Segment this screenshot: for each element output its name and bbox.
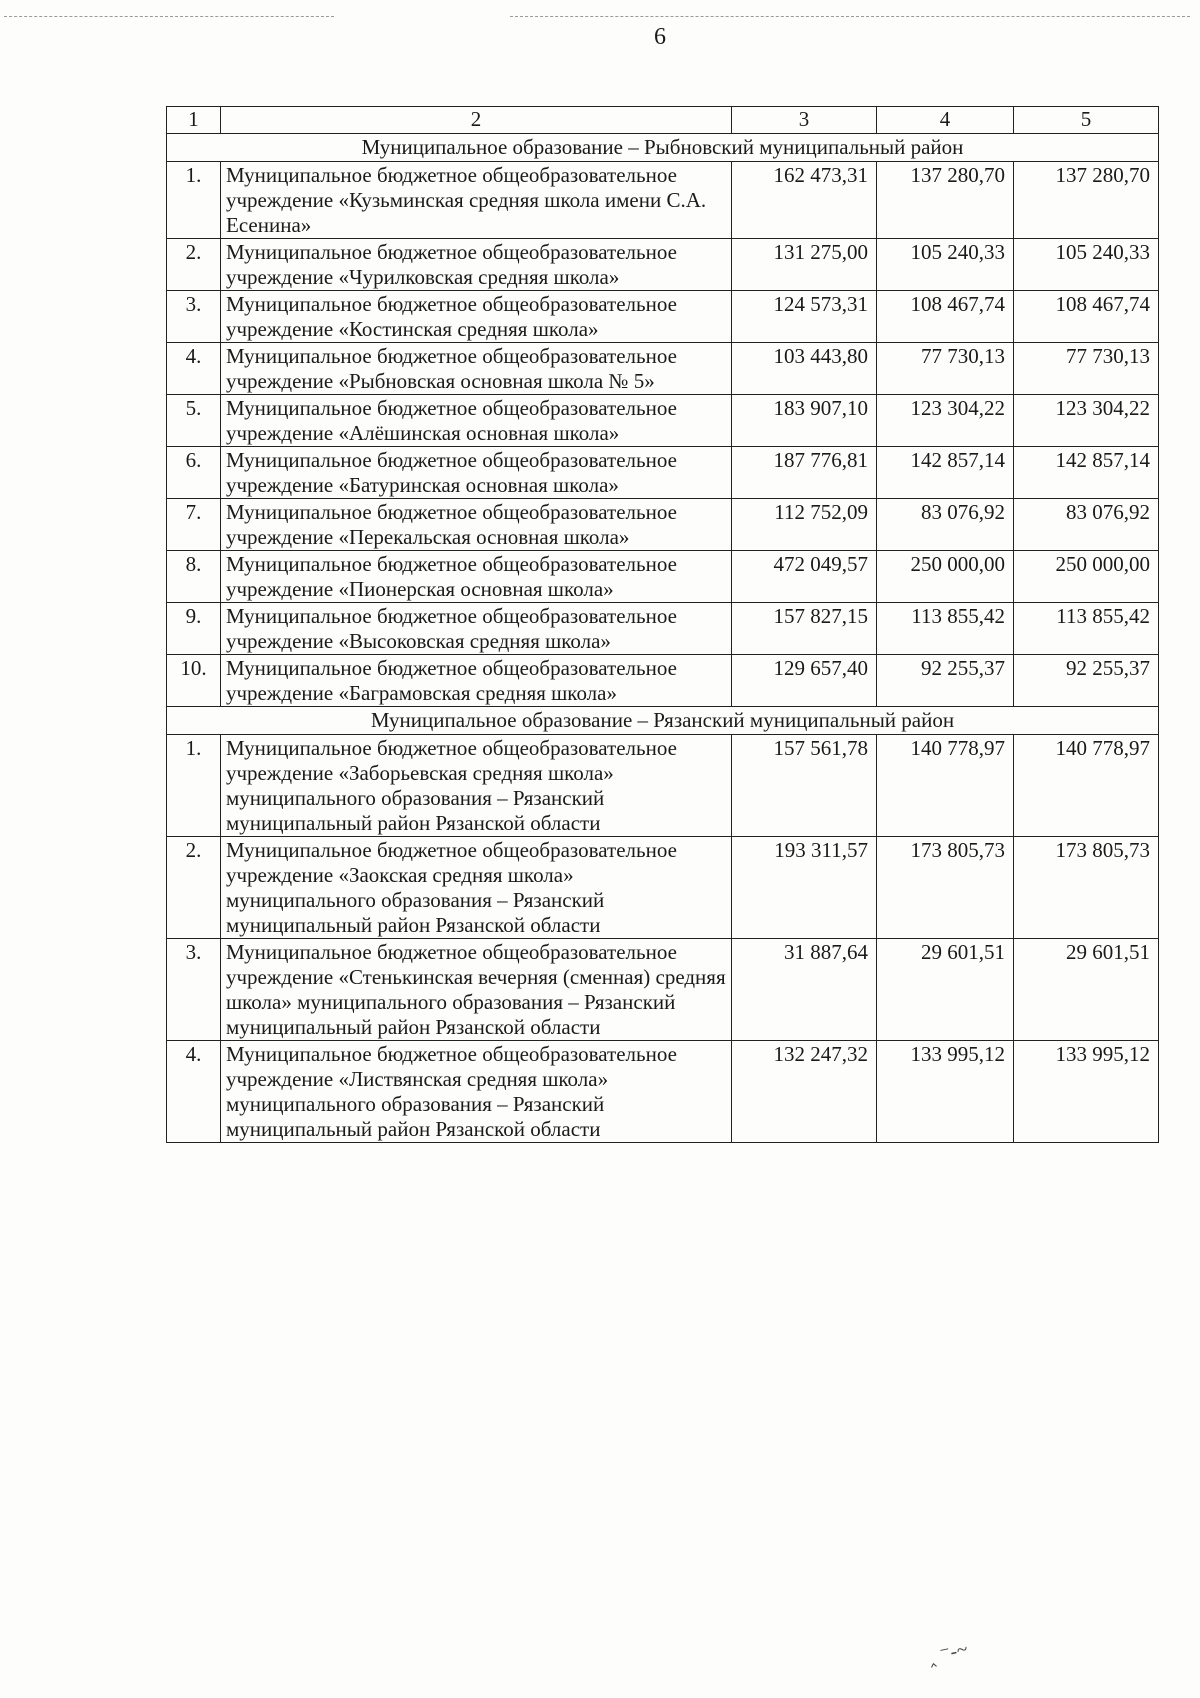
table-row	[167, 239, 1159, 291]
section-title: Муниципальное образование – Рязанский муниципальный район	[167, 707, 1159, 735]
section-title: Муниципальное образование – Рыбновский муниципальный район	[167, 134, 1159, 162]
institution-name: Муниципальное бюджетное общеобразовательное учреждение «Баграмовская средняя школа»	[221, 655, 732, 707]
row-number: 1.	[167, 735, 221, 837]
institution-name: Муниципальное бюджетное общеобразовательное учреждение «Пионерская основная школа»	[221, 551, 732, 603]
amount-col-5: 92 255,37	[1014, 655, 1159, 707]
amount-col-4: 77 730,13	[877, 343, 1014, 395]
table-row	[167, 735, 1159, 837]
row-number: 6.	[167, 447, 221, 499]
amount-col-3: 157 561,78	[732, 735, 877, 837]
header-cell-5: 5	[1014, 107, 1159, 134]
row-number: 4.	[167, 343, 221, 395]
scan-edge-right	[510, 16, 1190, 17]
amount-col-3: 112 752,09	[732, 499, 877, 551]
row-number: 2.	[167, 239, 221, 291]
row-number: 10.	[167, 655, 221, 707]
row-number: 3.	[167, 291, 221, 343]
table-row	[167, 162, 1159, 239]
page-number: 6	[654, 24, 666, 50]
header-cell-3: 3	[732, 107, 877, 134]
amount-col-3: 103 443,80	[732, 343, 877, 395]
amount-col-5: 123 304,22	[1014, 395, 1159, 447]
table-row	[167, 655, 1159, 707]
table-row	[167, 343, 1159, 395]
amount-col-5: 105 240,33	[1014, 239, 1159, 291]
institution-name: Муниципальное бюджетное общеобразовательное учреждение «Батуринская основная школа»	[221, 447, 732, 499]
allocation-table	[166, 106, 1159, 1143]
amount-col-4: 137 280,70	[877, 162, 1014, 239]
row-number: 9.	[167, 603, 221, 655]
institution-name: Муниципальное бюджетное общеобразовательное учреждение «Высоковская средняя школа»	[221, 603, 732, 655]
header-cell-1: 1	[167, 107, 221, 134]
table-row	[167, 1041, 1159, 1143]
handwritten-mark: ‸ ⁻‐~	[926, 1638, 970, 1668]
table-row	[167, 551, 1159, 603]
amount-col-5: 113 855,42	[1014, 603, 1159, 655]
row-number: 1.	[167, 162, 221, 239]
row-number: 4.	[167, 1041, 221, 1143]
amount-col-4: 83 076,92	[877, 499, 1014, 551]
amount-col-4: 29 601,51	[877, 939, 1014, 1041]
amount-col-5: 133 995,12	[1014, 1041, 1159, 1143]
header-cell-4: 4	[877, 107, 1014, 134]
amount-col-3: 183 907,10	[732, 395, 877, 447]
amount-col-4: 133 995,12	[877, 1041, 1014, 1143]
institution-name: Муниципальное бюджетное общеобразовательное учреждение «Листвянская средняя школа» муниципального образования – Рязанский муниципальный район Рязанской области	[221, 1041, 732, 1143]
amount-col-4: 105 240,33	[877, 239, 1014, 291]
header-row	[167, 107, 1159, 134]
amount-col-4: 108 467,74	[877, 291, 1014, 343]
institution-name: Муниципальное бюджетное общеобразовательное учреждение «Заборьевская средняя школа» муниципального образования – Рязанский муниципальный район Рязанской области	[221, 735, 732, 837]
institution-name: Муниципальное бюджетное общеобразовательное учреждение «Заокская средняя школа» муниципального образования – Рязанский муниципальный район Рязанской области	[221, 837, 732, 939]
institution-name: Муниципальное бюджетное общеобразовательное учреждение «Перекальская основная школа»	[221, 499, 732, 551]
amount-col-4: 123 304,22	[877, 395, 1014, 447]
amount-col-5: 83 076,92	[1014, 499, 1159, 551]
header-cell-2: 2	[221, 107, 732, 134]
row-number: 7.	[167, 499, 221, 551]
amount-col-5: 29 601,51	[1014, 939, 1159, 1041]
institution-name: Муниципальное бюджетное общеобразовательное учреждение «Чурилковская средняя школа»	[221, 239, 732, 291]
amount-col-3: 132 247,32	[732, 1041, 877, 1143]
amount-col-5: 108 467,74	[1014, 291, 1159, 343]
table-row	[167, 837, 1159, 939]
amount-col-4: 92 255,37	[877, 655, 1014, 707]
amount-col-5: 142 857,14	[1014, 447, 1159, 499]
institution-name: Муниципальное бюджетное общеобразовательное учреждение «Стенькинская вечерняя (сменная) средняя школа» муниципального образования – Рязанский муниципальный район Рязанской области	[221, 939, 732, 1041]
amount-col-5: 250 000,00	[1014, 551, 1159, 603]
institution-name: Муниципальное бюджетное общеобразовательное учреждение «Костинская средняя школа»	[221, 291, 732, 343]
section-row	[167, 134, 1159, 162]
amount-col-4: 140 778,97	[877, 735, 1014, 837]
amount-col-3: 129 657,40	[732, 655, 877, 707]
amount-col-5: 173 805,73	[1014, 837, 1159, 939]
row-number: 5.	[167, 395, 221, 447]
scan-edge-left	[4, 16, 334, 17]
amount-col-3: 187 776,81	[732, 447, 877, 499]
amount-col-4: 142 857,14	[877, 447, 1014, 499]
amount-col-3: 124 573,31	[732, 291, 877, 343]
amount-col-3: 162 473,31	[732, 162, 877, 239]
table-row	[167, 603, 1159, 655]
institution-name: Муниципальное бюджетное общеобразовательное учреждение «Алёшинская основная школа»	[221, 395, 732, 447]
table-row	[167, 939, 1159, 1041]
table-row	[167, 395, 1159, 447]
amount-col-5: 140 778,97	[1014, 735, 1159, 837]
amount-col-3: 157 827,15	[732, 603, 877, 655]
table-row	[167, 291, 1159, 343]
amount-col-4: 173 805,73	[877, 837, 1014, 939]
row-number: 8.	[167, 551, 221, 603]
amount-col-3: 31 887,64	[732, 939, 877, 1041]
table-row	[167, 499, 1159, 551]
amount-col-5: 137 280,70	[1014, 162, 1159, 239]
table-row	[167, 447, 1159, 499]
section-row	[167, 707, 1159, 735]
amount-col-4: 250 000,00	[877, 551, 1014, 603]
amount-col-5: 77 730,13	[1014, 343, 1159, 395]
row-number: 3.	[167, 939, 221, 1041]
amount-col-4: 113 855,42	[877, 603, 1014, 655]
row-number: 2.	[167, 837, 221, 939]
amount-col-3: 193 311,57	[732, 837, 877, 939]
amount-col-3: 472 049,57	[732, 551, 877, 603]
institution-name: Муниципальное бюджетное общеобразовательное учреждение «Рыбновская основная школа № 5»	[221, 343, 732, 395]
amount-col-3: 131 275,00	[732, 239, 877, 291]
institution-name: Муниципальное бюджетное общеобразовательное учреждение «Кузьминская средняя школа имени С.А. Есенина»	[221, 162, 732, 239]
